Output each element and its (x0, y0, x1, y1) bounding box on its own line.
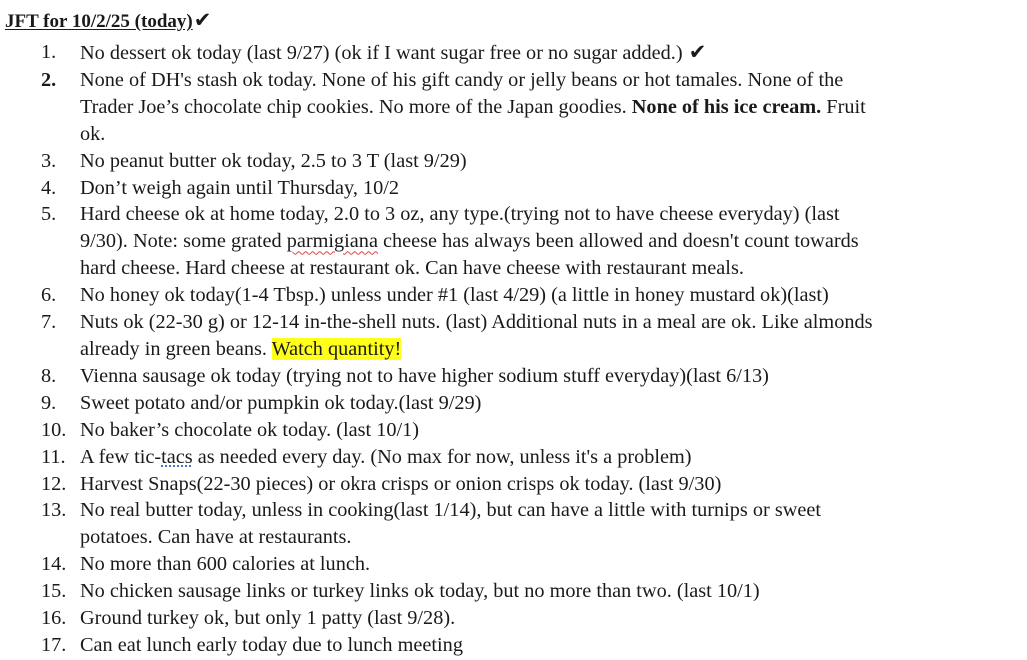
item-text-line (80, 228, 1007, 255)
list-item (0, 390, 1027, 417)
list-item (0, 444, 1027, 471)
item-number: 8. (41, 364, 57, 387)
item-number: 2. (41, 68, 57, 91)
check-mark-icon: ✔ (688, 40, 707, 64)
spellcheck-word: tacs (161, 445, 193, 468)
list-item (0, 471, 1027, 498)
item-text-line (80, 94, 1007, 121)
item-number: 17. (41, 633, 67, 656)
item-number: 10. (41, 418, 67, 441)
document-title (5, 7, 211, 35)
list-item (0, 148, 1027, 175)
list-item (0, 605, 1027, 632)
list-item (0, 282, 1027, 309)
item-text: already in green beans. (80, 337, 272, 360)
item-text: No honey ok today(1-4 Tbsp.) unless under #1 (last 4/29) (a little in honey mustard ok)(last) (80, 284, 829, 307)
item-number: 16. (41, 607, 67, 630)
item-text: None of DH's stash ok today. None of his gift candy or jelly beans or hot tamales. None of the (80, 68, 844, 91)
check-mark-icon: ✔ (193, 8, 212, 32)
item-text: potatoes. Can have at restaurants. (80, 526, 352, 549)
item-text: as needed every day. (No max for now, unless it's a problem) (192, 445, 692, 468)
item-number: 4. (41, 176, 57, 199)
item-number: 14. (41, 553, 67, 576)
item-number: 11. (41, 445, 66, 468)
item-number: 7. (41, 311, 57, 334)
list-item (0, 39, 1027, 67)
item-text: No baker’s chocolate ok today. (last 10/1) (80, 418, 420, 441)
spellcheck-word: parmigiana (286, 230, 378, 253)
item-text: hard cheese. Hard cheese at restaurant ok. Can have cheese with restaurant meals. (80, 257, 744, 280)
item-text: Sweet potato and/or pumpkin ok today.(last 9/29) (80, 391, 482, 414)
rules-list (0, 39, 1027, 659)
item-text: cheese has always been allowed and doesn't count towards (377, 230, 859, 253)
list-item (0, 175, 1027, 202)
item-text: Vienna sausage ok today (trying not to have higher sodium stuff everyday)(last 6/13) (80, 364, 769, 387)
item-text: No peanut butter ok today, 2.5 to 3 T (last 9/29) (80, 149, 467, 172)
item-text: Don’t weigh again until Thursday, 10/2 (80, 176, 400, 199)
item-text: No more than 600 calories at lunch. (80, 553, 371, 576)
item-number: 13. (41, 499, 67, 522)
item-text: Harvest Snaps(22-30 pieces) or okra crisps or onion crisps ok today. (last 9/30) (80, 472, 722, 495)
list-item (0, 363, 1027, 390)
list-item (0, 578, 1027, 605)
list-item (0, 497, 1027, 551)
item-text: ok. (80, 122, 106, 145)
item-text: Ground turkey ok, but only 1 patty (last 9/28). (80, 607, 456, 630)
item-number: 3. (41, 149, 57, 172)
list-item (0, 417, 1027, 444)
item-text: No real butter today, unless in cooking(last 1/14), but can have a little with turnips or sweet (80, 499, 822, 522)
item-text: Fruit (821, 95, 866, 118)
item-number: 6. (41, 284, 57, 307)
item-text-line (80, 336, 1007, 363)
highlighted-text: Watch quantity! (271, 337, 402, 360)
item-text: Hard cheese ok at home today, 2.0 to 3 oz, any type.(trying not to have cheese everyday) (last (80, 203, 840, 226)
item-number: 12. (41, 472, 67, 495)
item-text: Can eat lunch early today due to lunch meeting (80, 633, 463, 656)
item-text: No dessert ok today (last 9/27) (ok if I want sugar free or no sugar added.) (80, 42, 688, 64)
item-emphasis: None of his ice cream. (631, 95, 822, 118)
title-text: JFT for 10/2/25 (today) (5, 11, 193, 32)
item-number: 5. (41, 203, 57, 226)
item-text: A few tic- (80, 445, 162, 468)
item-text: Trader Joe’s chocolate chip cookies. No more of the Japan goodies. (80, 95, 632, 118)
item-text: No chicken sausage links or turkey links ok today, but no more than two. (last 10/1) (80, 580, 760, 603)
item-number: 15. (41, 580, 67, 603)
item-number: 1. (41, 41, 57, 63)
item-text: Nuts ok (22-30 g) or 12-14 in-the-shell nuts. (last) Additional nuts in a meal are ok. Like almonds (80, 311, 873, 334)
list-item (0, 309, 1027, 363)
list-item (0, 201, 1027, 282)
list-item (0, 632, 1027, 659)
item-text: 9/30). Note: some grated (80, 230, 287, 253)
list-item (0, 67, 1027, 148)
list-item (0, 551, 1027, 578)
item-number: 9. (41, 391, 57, 414)
